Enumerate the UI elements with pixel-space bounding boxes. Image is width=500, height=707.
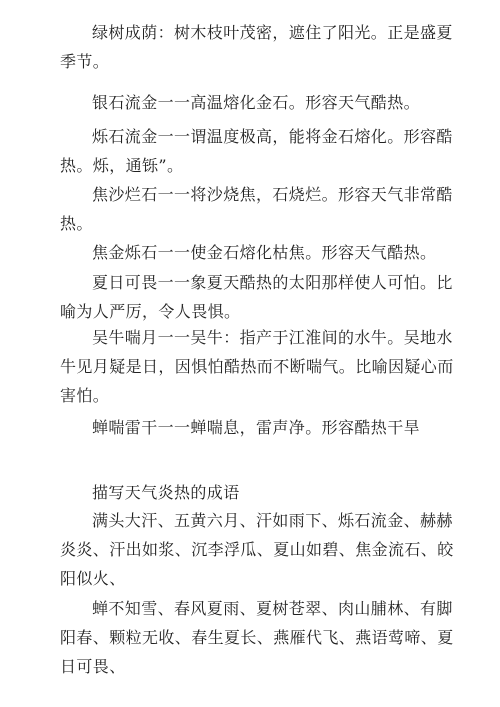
definition-paragraph: 蝉喘雷干一一蝉喘息，雷声净。形容酷热干旱 bbox=[92, 418, 421, 437]
definition-paragraph: 焦沙烂石一一将沙烧焦，石烧烂。形容天气非常酷热。 bbox=[60, 185, 453, 233]
idiom-list-paragraph: 满头大汗、五黄六月、汗如雨下、烁石流金、赫赫炎炎、汗出如浆、沉李浮瓜、夏山如碧、焦金流石、皎阳似火、 bbox=[60, 511, 454, 588]
definition-paragraph: 焦金烁石一一使金石熔化枯焦。形容天气酷热。 bbox=[92, 243, 437, 262]
definition-paragraph: 银石流金一一高温熔化金石。形容天气酷热。 bbox=[92, 93, 421, 112]
definition-paragraph: 夏日可畏一一象夏天酷热的太阳那样使人可怕。比喻为人严厉，令人畏惧。 bbox=[60, 273, 453, 321]
definition-paragraph: 烁石流金一一谓温度极高，能将金石熔化。形容酷热。烁，通铄”。 bbox=[60, 127, 453, 175]
idiom-list-paragraph: 蝉不知雪、春风夏雨、夏树苍翠、肉山脯林、有脚阳春、颗粒无收、春生夏长、燕雁代飞、燕语莺啼、夏日可畏、 bbox=[60, 599, 454, 676]
definition-paragraph: 绿树成荫：树木枝叶茂密，遮住了阳光。正是盛夏季节。 bbox=[60, 23, 453, 71]
definition-paragraph: 吴牛喘月一一吴牛：指产于江淮间的水牛。吴地水牛见月疑是日，因惧怕酷热而不断喘气。比喻因疑心而害怕。 bbox=[60, 328, 454, 405]
section-heading: 描写天气炎热的成语 bbox=[92, 483, 240, 502]
